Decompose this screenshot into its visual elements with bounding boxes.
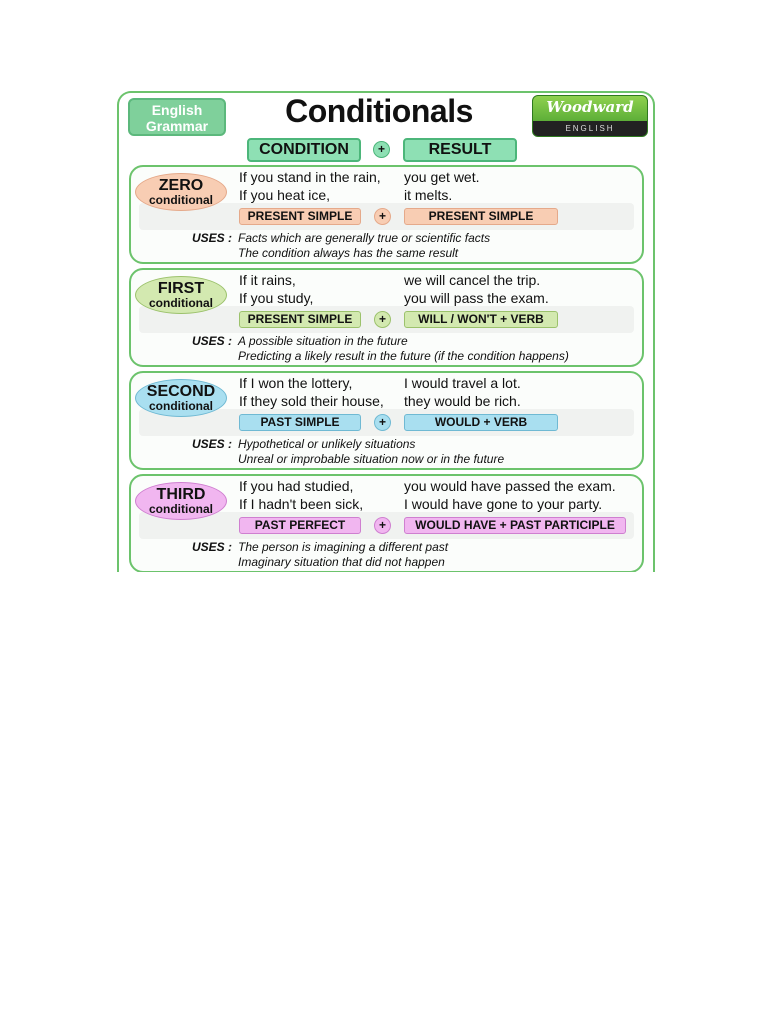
example-1-result: we will cancel the trip. xyxy=(404,272,541,288)
example-1-result: you get wet. xyxy=(404,169,480,185)
section-third xyxy=(129,474,644,572)
example-2-condition: If you study, xyxy=(239,290,314,306)
woodward-logo xyxy=(532,95,648,137)
example-2-result: you will pass the exam. xyxy=(404,290,549,306)
uses-label: USES : xyxy=(192,437,233,451)
conditional-name: SECOND xyxy=(146,383,216,400)
logo-brand: Woodward xyxy=(546,98,634,116)
plus-sign: + xyxy=(373,141,390,158)
conditional-name: THIRD xyxy=(156,486,206,503)
uses-label: USES : xyxy=(192,231,233,245)
example-2-result: it melts. xyxy=(404,187,453,203)
tag-line-1: English xyxy=(151,102,203,118)
use-line-1: The person is imagining a different past xyxy=(238,540,449,554)
formula-condition: PRESENT SIMPLE xyxy=(239,311,361,328)
conditional-type-badge xyxy=(135,173,227,211)
logo-subtitle: ENGLISH xyxy=(533,121,647,136)
condition-header: CONDITION xyxy=(247,138,361,162)
example-2-result: I would have gone to your party. xyxy=(404,496,603,512)
example-1-result: I would travel a lot. xyxy=(404,375,521,391)
example-1-result: you would have passed the exam. xyxy=(404,478,616,494)
formula-condition: PRESENT SIMPLE xyxy=(239,208,361,225)
example-1-condition: If I won the lottery, xyxy=(239,375,353,391)
use-line-1: Facts which are generally true or scientific facts xyxy=(238,231,491,245)
conditional-type-badge xyxy=(135,276,227,314)
conditional-name: FIRST xyxy=(157,280,205,297)
section-first xyxy=(129,268,644,367)
formula-result: WOULD + VERB xyxy=(404,414,558,431)
conditional-sub: conditional xyxy=(149,296,213,310)
section-zero xyxy=(129,165,644,264)
conditional-name: ZERO xyxy=(158,177,204,194)
use-line-2: Imaginary situation that did not happen xyxy=(238,555,445,569)
uses-label: USES : xyxy=(192,540,233,554)
example-1-condition: If you had studied, xyxy=(239,478,354,494)
formula-condition: PAST PERFECT xyxy=(239,517,361,534)
use-line-2: Predicting a likely result in the future (if the condition happens) xyxy=(238,349,569,363)
example-2-condition: If they sold their house, xyxy=(239,393,384,409)
section-second xyxy=(129,371,644,470)
conditional-sub: conditional xyxy=(149,399,213,413)
conditional-type-badge xyxy=(135,379,227,417)
english-grammar-tag xyxy=(128,98,226,136)
plus-sign: + xyxy=(374,414,391,431)
example-2-result: they would be rich. xyxy=(404,393,521,409)
formula-result: WOULD HAVE + PAST PARTICIPLE xyxy=(404,517,626,534)
plus-sign: + xyxy=(374,311,391,328)
result-header: RESULT xyxy=(403,138,517,162)
formula-condition: PAST SIMPLE xyxy=(239,414,361,431)
page-title: Conditionals xyxy=(285,93,473,129)
example-1-condition: If you stand in the rain, xyxy=(239,169,381,185)
formula-result: WILL / WON'T + VERB xyxy=(404,311,558,328)
uses-label: USES : xyxy=(192,334,233,348)
example-2-condition: If I hadn't been sick, xyxy=(239,496,364,512)
use-line-1: A possible situation in the future xyxy=(238,334,408,348)
example-2-condition: If you heat ice, xyxy=(239,187,331,203)
tag-line-2: Grammar xyxy=(145,118,209,134)
use-line-2: The condition always has the same result xyxy=(238,246,459,260)
conditional-sub: conditional xyxy=(149,193,213,207)
example-1-condition: If it rains, xyxy=(239,272,296,288)
conditionals-chart xyxy=(117,91,655,572)
conditional-type-badge xyxy=(135,482,227,520)
conditional-sub: conditional xyxy=(149,502,213,516)
formula-result: PRESENT SIMPLE xyxy=(404,208,558,225)
plus-sign: + xyxy=(374,517,391,534)
plus-sign: + xyxy=(374,208,391,225)
use-line-2: Unreal or improbable situation now or in the future xyxy=(238,452,505,466)
use-line-1: Hypothetical or unlikely situations xyxy=(238,437,416,451)
